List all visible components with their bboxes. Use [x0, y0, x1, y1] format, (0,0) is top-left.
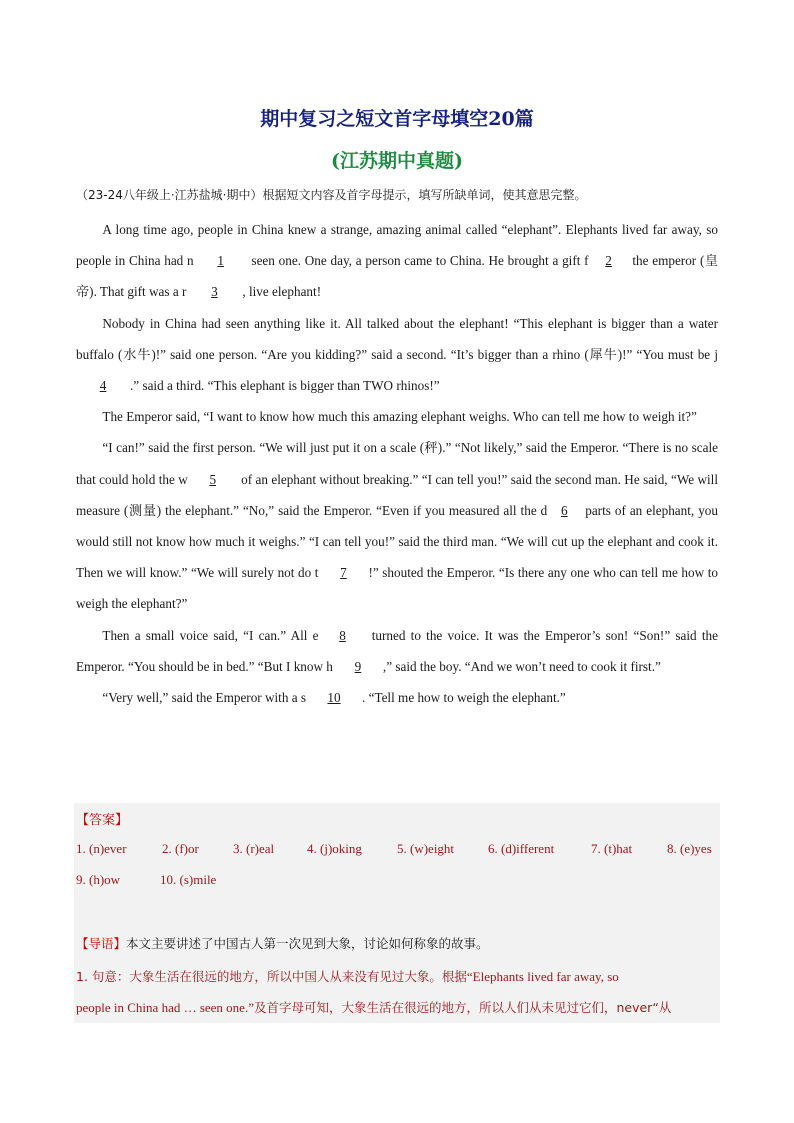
passage-text: the emperor (皇帝). That gift was a r: [76, 253, 719, 300]
explanation-line-1: [76, 967, 720, 985]
answer-item-4: 4. (j)oking: [307, 841, 362, 856]
passage-text: .” said a third. “This elephant is bigger than TWO rhinos!”: [130, 378, 440, 394]
blank-5: 5: [209, 471, 217, 487]
blank-9: 9: [354, 658, 362, 674]
answer-item-2: 2. (f)or: [162, 841, 199, 856]
explanation-label: 【导语】: [76, 936, 127, 951]
blank-8: 8: [339, 627, 346, 643]
explanation-summary-text: 本文主要讲述了中国古人第一次见到大象，讨论如何称象的故事。: [126, 936, 489, 951]
passage-text: . “Tell me how to weigh the elephant.”: [362, 690, 566, 706]
blank-1: 1: [217, 253, 224, 269]
passage-text: , live elephant!: [242, 284, 322, 300]
reading-passage: [76, 214, 718, 713]
blank-4: 4: [99, 378, 107, 394]
passage-text: of an elephant without breaking.” “I can tell you!” said the second man. He said, “We will measure (测量) the elephant.” “No,” said the Emperor. “Even if you measured all the d: [76, 471, 719, 518]
answer-item-5: 5. (w)eight: [397, 841, 455, 856]
explanation-quote: people in China had … seen one.”: [76, 1000, 254, 1015]
passage-text: ,” said the boy. “And we won’t need to cook it first.”: [382, 658, 661, 674]
answer-key-label: 【答案】: [76, 813, 129, 828]
passage-text: turned to the voice. It was the Emperor’s son! “Son!” said the Emperor. “You should be in bed.” “But I know h: [76, 627, 718, 674]
answer-item-10: 10. (s)mile: [160, 872, 217, 887]
explanation-summary: [76, 934, 720, 952]
answer-item-7: 7. (t)hat: [591, 841, 633, 856]
passage-text: Then a small voice said, “I can.” All e: [102, 627, 319, 643]
exercise-instructions: （23-24八年级上·江苏盐城·期中）根据短文内容及首字母提示，填写所缺单词，使其意思完整。: [76, 188, 587, 202]
passage-paragraph-1: [76, 214, 718, 308]
page-title: 期中复习之短文首字母填空20篇: [260, 108, 534, 130]
passage-text: Nobody in China had seen anything like it. All talked about the elephant! “This elephant is bigger than a water buffalo (水牛)!” said one person. “Are you kidding?” said a second. “It’s bigger than a rhino (犀牛)!” “You must be j: [76, 315, 718, 362]
passage-text: “Very well,” said the Emperor with a s: [102, 690, 306, 706]
passage-paragraph-4: [76, 432, 718, 619]
passage-text: seen one. One day, a person came to China. He brought a gift f: [247, 253, 589, 269]
passage-text: !” shouted the Emperor. “Is there any one who can tell me how to weigh the elephant?”: [76, 565, 718, 612]
answer-item-3: 3. (r)eal: [233, 841, 275, 856]
passage-text: A long time ago, people in China knew a strange, amazing animal called “elephant”. Elephants lived far away, so people in China had n: [76, 222, 718, 269]
passage-paragraph-3: [76, 401, 718, 432]
passage-paragraph-6: [76, 682, 718, 713]
blank-3: 3: [211, 284, 218, 300]
passage-text: “I can!” said the first person. “We will just put it on a scale (秤).” “Not likely,” said the Emperor. “There is no scale that could hold the w: [76, 440, 718, 487]
passage-paragraph-2: [76, 308, 718, 402]
passage-paragraph-5: [76, 620, 718, 682]
page-subtitle: (江苏期中真题): [331, 150, 463, 172]
explanation-line-2: [76, 998, 720, 1016]
explanation-text: 1. 句意：大象生活在很远的地方，所以中国人从来没有见过大象。根据: [76, 969, 467, 984]
answer-item-8: 8. (e)yes: [667, 841, 712, 856]
explanation-panel: [74, 925, 720, 1023]
answer-item-9: 9. (h)ow: [76, 872, 121, 887]
answer-item-1: 1. (n)ever: [76, 841, 127, 856]
passage-text: parts of an elephant, you would still not know how much it weighs.” “I can tell you!” said the third man. “We will cut up the elephant and cook it. Then we will know.” “We will surely not do t: [76, 502, 718, 581]
blank-7: 7: [340, 565, 347, 581]
explanation-quote: “Elephants lived far away, so: [466, 969, 619, 984]
passage-text: The Emperor said, “I want to know how much this amazing elephant weighs. Who can tell me how to weigh it?”: [102, 409, 697, 425]
blank-10: 10: [327, 690, 341, 706]
answer-item-6: 6. (d)ifferent: [488, 841, 555, 856]
answer-key-panel: [74, 803, 720, 925]
blank-6: 6: [560, 502, 568, 518]
blank-2: 2: [605, 253, 612, 269]
explanation-text: 及首字母可知，大象生活在很远的地方，所以人们从未见过它们，never“从: [253, 1000, 672, 1015]
